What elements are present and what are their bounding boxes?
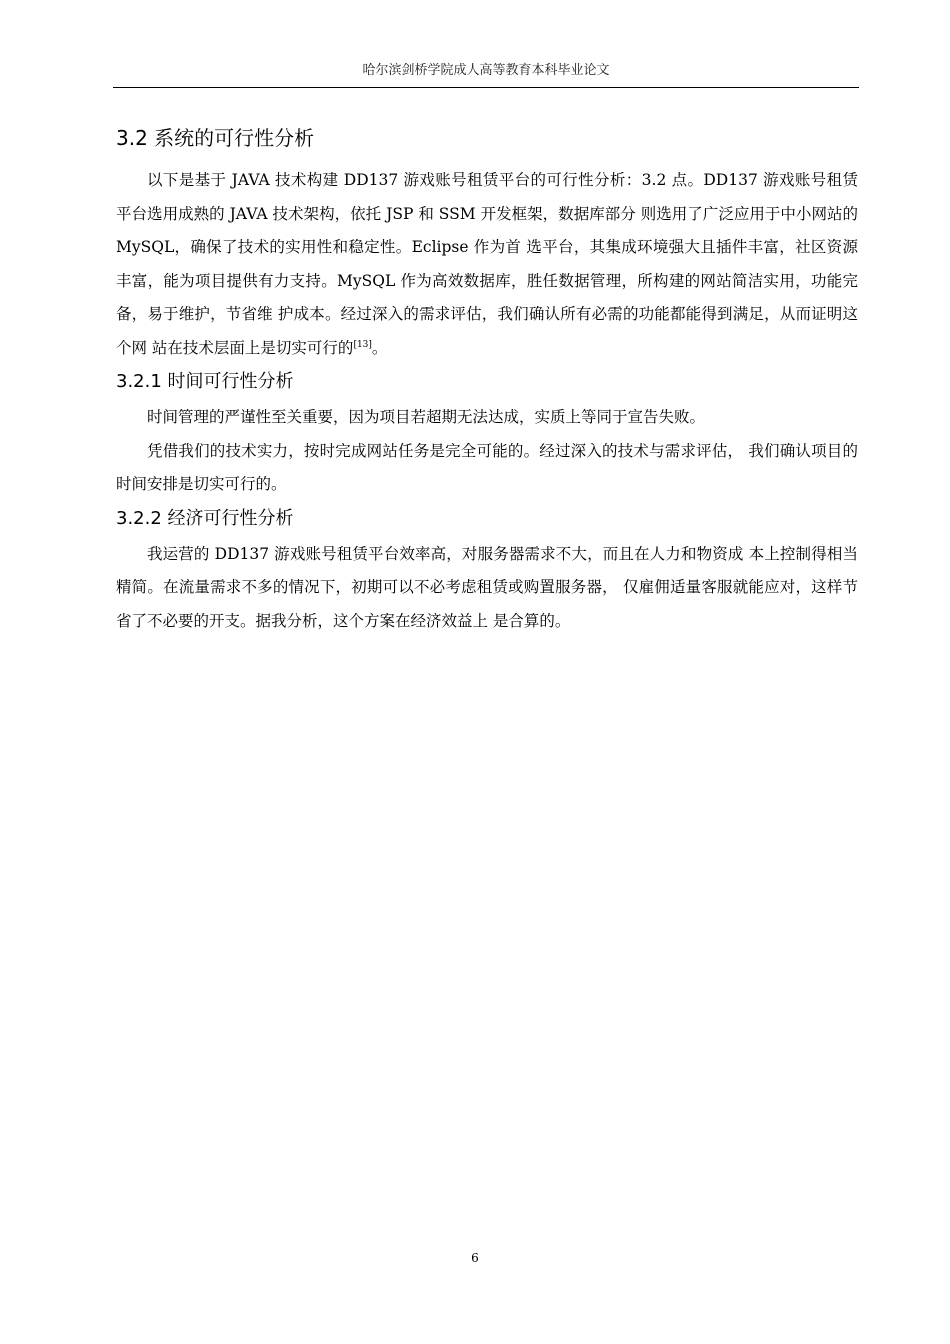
section-3-2-paragraph-end: 。 <box>371 338 388 357</box>
running-header-title: 哈尔滨剑桥学院成人高等教育本科毕业论文 <box>362 63 610 78</box>
section-3-2-1-paragraph-1: 时间管理的严谨性至关重要，因为项目若超期无法达成，实质上等同于宣告失败。 <box>147 408 706 426</box>
section-3-2-paragraph-text: 以下是基于 JAVA 技术构建 DD137 游戏账号租赁平台的可行性分析：3.2 点。DD137 游戏账号租赁平台选用成熟的 JAVA 技术架构，依托 JSP 和 SSM 开发框架，数据库部分 则选用了广泛应用于中小网站的 MySQL，确保了技术的实用性和稳定性。Eclipse 作为首 选平台，其集成环境强大且插件丰富，社区资源丰富，能为项目提供有力支持。MySQL 作为高效数据库，胜任数据管理，所构建的网站简洁实用，功能完备，易于维护，节省维 护成本。经过深入的需求评估，我们确认所有必需的功能都能得到满足，从而证明这个网 站在技术层面上是切实可行的 <box>116 171 858 357</box>
section-3-2-2-paragraph: 我运营的 DD137 游戏账号租赁平台效率高，对服务器需求不大，而且在人力和物资成 本上控制得相当精简。在流量需求不多的情况下，初期可以不必考虑租赁或购置服务器， 仅雇佣适量客服就能应对，这样节省了不必要的开支。据我分析，这个方案在经济效益上 是合算的。 <box>116 544 858 630</box>
page-number: 6 <box>471 1251 479 1265</box>
section-3-2-1-paragraph-2: 凭借我们的技术实力，按时完成网站任务是完全可能的。经过深入的技术与需求评估， 我们确认项目的时间安排是切实可行的。 <box>116 441 858 493</box>
section-heading-3-2-2: 3.2.2 经济可行性分析 <box>116 507 294 529</box>
section-heading-3-2: 3.2 系统的可行性分析 <box>116 126 315 150</box>
citation-ref: [13] <box>353 339 372 350</box>
section-3-2-paragraph <box>116 164 858 365</box>
section-heading-3-2-1: 3.2.1 时间可行性分析 <box>116 371 294 392</box>
page-body <box>116 124 858 638</box>
running-header <box>113 62 859 88</box>
